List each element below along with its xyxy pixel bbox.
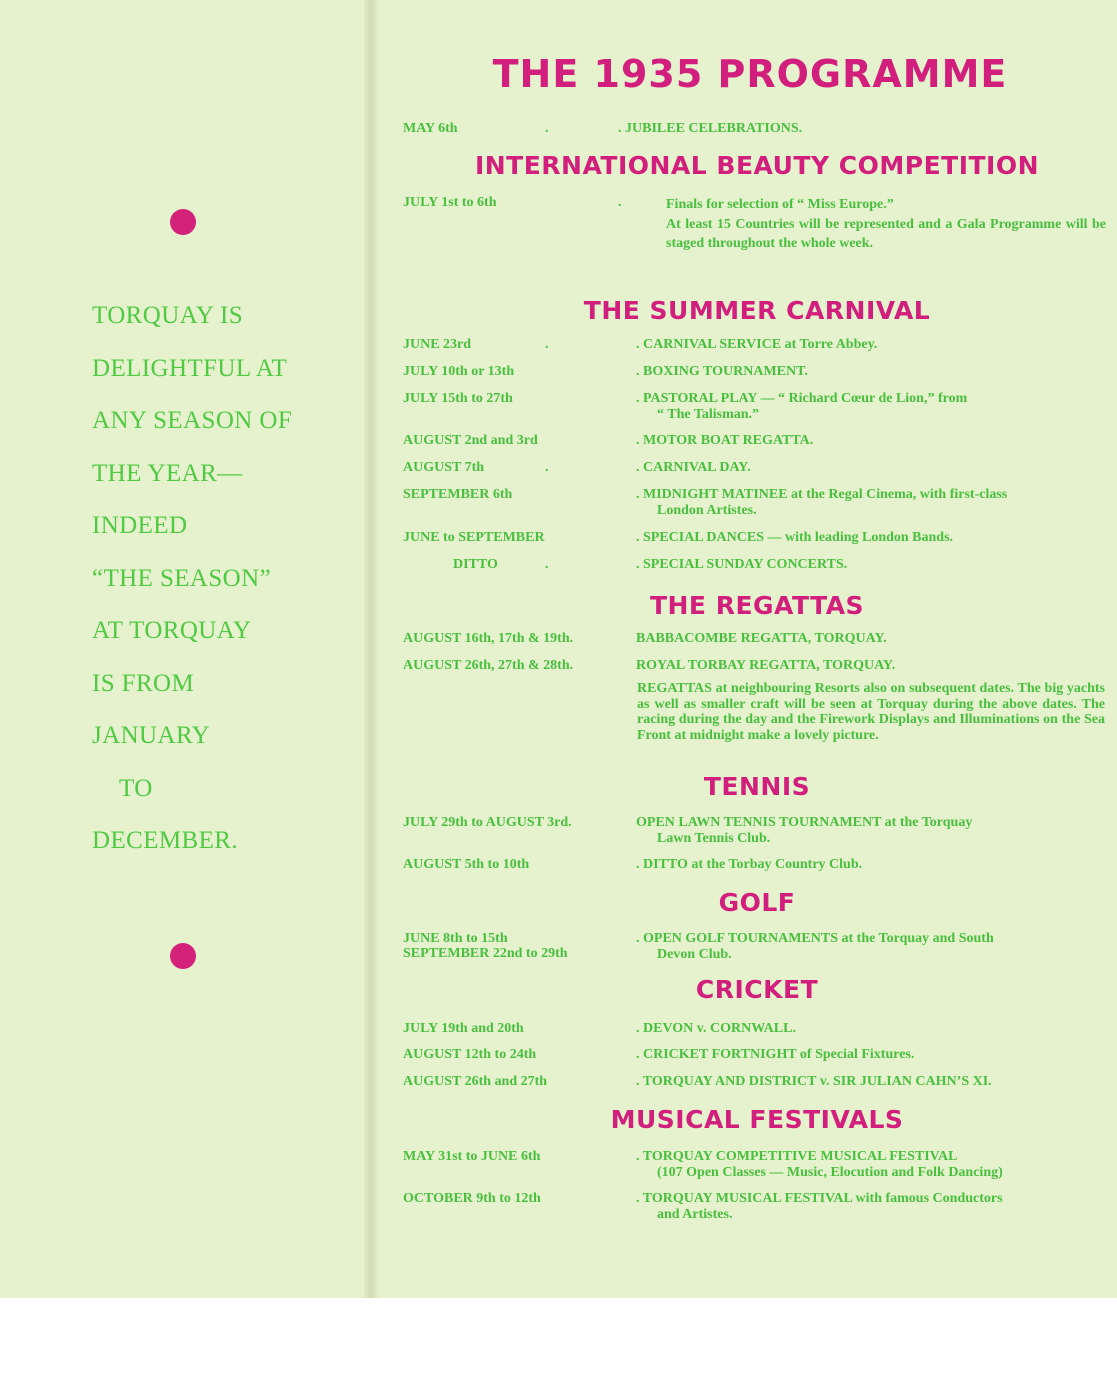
event-date: JUNE 23rd xyxy=(403,337,472,352)
event-desc: . BOXING TOURNAMENT. xyxy=(636,364,808,379)
event-date: AUGUST 16th, 17th & 19th. xyxy=(403,631,574,646)
event-desc-line: . OPEN GOLF TOURNAMENTS at the Torquay and South xyxy=(636,931,994,946)
slogan-line: ANY SEASON OF xyxy=(92,407,293,434)
event-date: AUGUST 7th xyxy=(403,460,485,475)
event-date: JULY 19th and 20th xyxy=(403,1021,524,1036)
event-date: MAY 31st to JUNE 6th xyxy=(403,1149,541,1164)
event-desc: . TORQUAY AND DISTRICT v. SIR JULIAN CAHN’S XI. xyxy=(636,1074,992,1089)
event-desc-line: . PASTORAL PLAY — “ Richard Cœur de Lion,” from xyxy=(636,391,968,406)
event-desc: REGATTAS at neighbouring Resorts also on subsequent dates. The big yachts as well as smaller craft will be seen at Torquay during the above dates. The racing during the day and the Firework Displays and Illuminations on the Sea Front at midnight make a lovely picture. xyxy=(637,681,1105,743)
event-date: JULY 1st to 6th xyxy=(403,195,497,210)
slogan-line: DELIGHTFUL AT xyxy=(92,354,288,382)
slogan-line: AT TORQUAY xyxy=(92,617,252,644)
event-date: JULY 10th or 13th xyxy=(403,364,515,379)
event-desc: . SPECIAL SUNDAY CONCERTS. xyxy=(636,557,848,572)
event-date: OCTOBER 9th to 12th xyxy=(403,1191,541,1206)
event-desc: . JUBILEE CELEBRATIONS. xyxy=(618,121,803,136)
section-heading: TENNIS xyxy=(703,772,811,801)
slogan-line: TORQUAY IS xyxy=(92,302,244,329)
magenta-dot-top xyxy=(170,209,196,235)
event-date: SEPTEMBER 6th xyxy=(403,487,513,502)
slogan-line: “THE SEASON” xyxy=(92,564,272,592)
event-desc: . DITTO at the Torbay Country Club. xyxy=(636,857,863,872)
event-desc xyxy=(666,195,1106,254)
event-desc-line: . MIDNIGHT MATINEE at the Regal Cinema, with first-class xyxy=(636,487,1008,502)
event-desc xyxy=(636,391,1104,423)
event-date: AUGUST 5th to 10th xyxy=(403,857,530,872)
slogan-line: TO xyxy=(119,774,153,802)
event-date: AUGUST 12th to 24th xyxy=(403,1047,537,1062)
slogan-line: INDEED xyxy=(92,512,188,539)
left-panel-slogan xyxy=(92,290,352,868)
event-desc-sub: Lawn Tennis Club. xyxy=(657,831,771,846)
page-title: THE 1935 PROGRAMME xyxy=(492,52,1008,96)
event-date-line: SEPTEMBER 22nd to 29th xyxy=(403,946,568,961)
event-desc: . DEVON v. CORNWALL. xyxy=(636,1021,796,1036)
event-date: DITTO xyxy=(453,557,498,572)
event-desc-sub: and Artistes. xyxy=(657,1207,733,1222)
event-desc: . CARNIVAL SERVICE at Torre Abbey. xyxy=(636,337,878,352)
event-desc-line: . TORQUAY MUSICAL FESTIVAL with famous Conductors xyxy=(636,1191,1003,1206)
event-date: MAY 6th xyxy=(403,121,458,136)
event-desc-sub: “ The Talisman.” xyxy=(657,407,760,422)
event-date xyxy=(403,931,568,961)
event-date: AUGUST 26th and 27th xyxy=(403,1074,548,1089)
event-desc-sub: (107 Open Classes — Music, Elocution and Folk Dancing) xyxy=(657,1165,1003,1180)
leader-dot: . xyxy=(545,121,549,136)
magenta-dot-bottom xyxy=(170,943,196,969)
event-desc xyxy=(636,1149,1117,1181)
slogan-line: DECEMBER. xyxy=(92,827,238,854)
leader-dot: . xyxy=(618,195,622,210)
event-desc-line: Finals for selection of “ Miss Europe.” xyxy=(666,197,894,212)
event-desc: . CARNIVAL DAY. xyxy=(636,460,751,475)
event-desc: ROYAL TORBAY REGATTA, TORQUAY. xyxy=(636,658,896,673)
section-heading: INTERNATIONAL BEAUTY COMPETITION xyxy=(474,151,1040,180)
slogan-line: IS FROM xyxy=(92,669,195,697)
event-date: JULY 29th to AUGUST 3rd. xyxy=(403,815,572,830)
event-desc-sub: London Artistes. xyxy=(657,503,757,518)
leader-dot: . xyxy=(545,337,549,352)
event-desc: . CRICKET FORTNIGHT of Special Fixtures. xyxy=(636,1047,915,1062)
page-fold xyxy=(364,0,380,1298)
event-date: JUNE to SEPTEMBER xyxy=(403,530,545,545)
section-heading: THE SUMMER CARNIVAL xyxy=(583,296,931,325)
event-desc-line: At least 15 Countries will be represented and a Gala Programme will be staged throughout the whole week. xyxy=(666,216,1106,251)
section-heading: CRICKET xyxy=(695,975,819,1004)
event-date-line: JUNE 8th to 15th xyxy=(403,931,508,946)
section-heading: GOLF xyxy=(718,888,796,917)
section-heading: MUSICAL FESTIVALS xyxy=(610,1105,904,1134)
event-desc: . SPECIAL DANCES — with leading London Bands. xyxy=(636,530,954,545)
event-desc xyxy=(636,1191,1104,1223)
leader-dot: . xyxy=(545,557,549,572)
event-desc-line: . TORQUAY COMPETITIVE MUSICAL FESTIVAL xyxy=(636,1149,958,1164)
slogan-line: THE YEAR— xyxy=(92,459,243,487)
event-date: AUGUST 26th, 27th & 28th. xyxy=(403,658,574,673)
event-desc xyxy=(636,487,1104,519)
event-desc-sub: Devon Club. xyxy=(657,947,732,962)
event-desc xyxy=(636,815,1104,847)
event-desc: BABBACOMBE REGATTA, TORQUAY. xyxy=(636,631,887,646)
event-date: AUGUST 2nd and 3rd xyxy=(403,433,538,448)
event-desc: . MOTOR BOAT REGATTA. xyxy=(636,433,814,448)
image-footer-strip xyxy=(0,1298,1117,1390)
section-heading: THE REGATTAS xyxy=(649,591,865,620)
event-desc-line: OPEN LAWN TENNIS TOURNAMENT at the Torquay xyxy=(636,815,973,830)
slogan-line: JANUARY xyxy=(92,722,211,749)
leader-dot: . xyxy=(545,460,549,475)
event-desc xyxy=(636,931,1104,963)
event-date: JULY 15th to 27th xyxy=(403,391,513,406)
